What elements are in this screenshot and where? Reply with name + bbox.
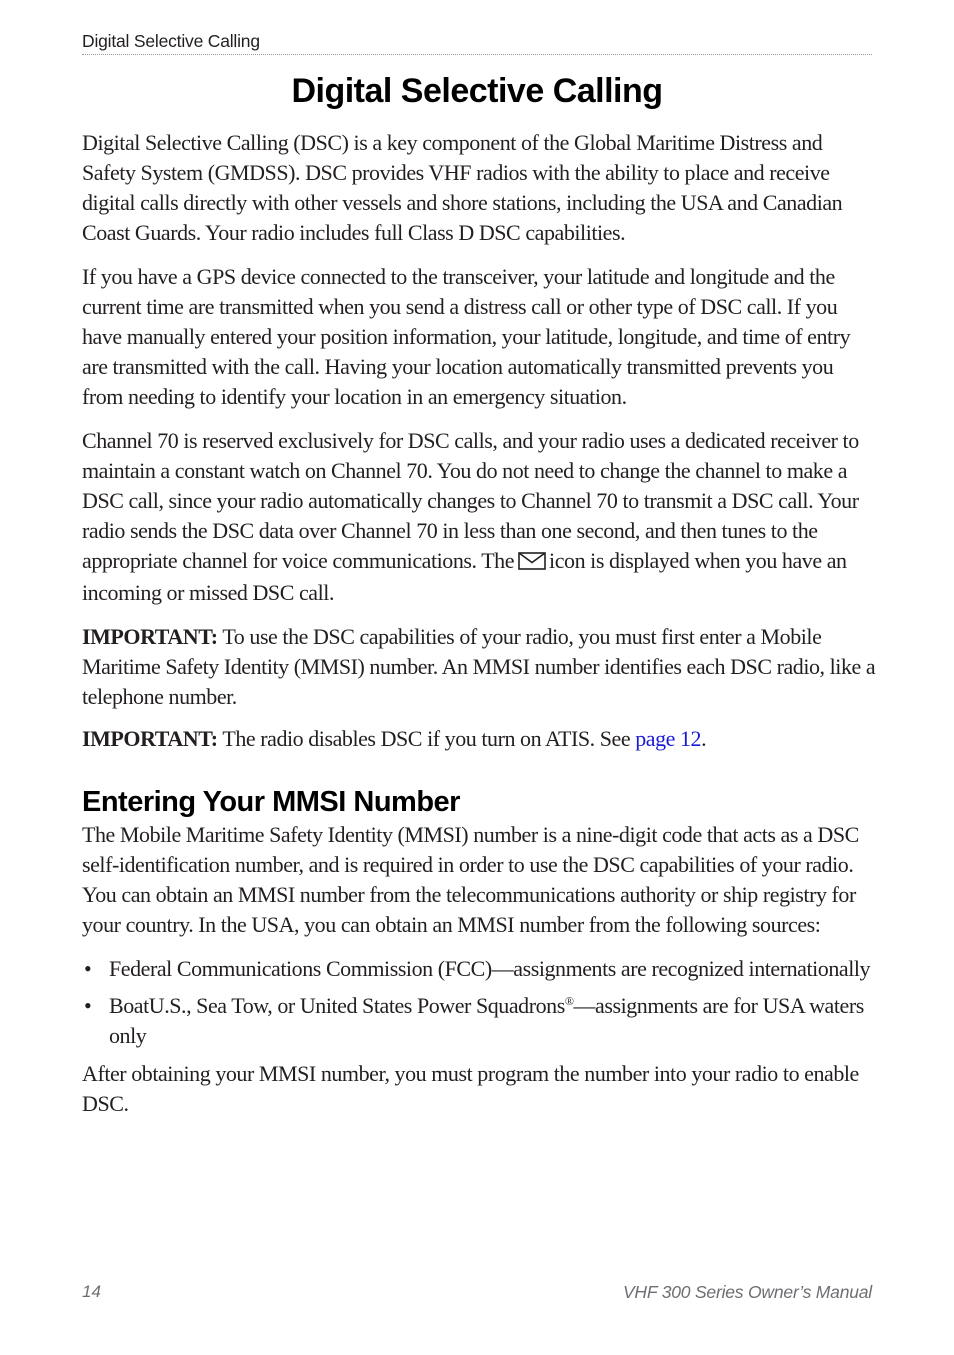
page-number: 14 — [82, 1282, 101, 1301]
section-heading-mmsi: Entering Your MMSI Number — [82, 786, 460, 818]
envelope-icon — [518, 548, 546, 578]
important-text: To use the DSC capabilities of your radio, you must first enter a Mobile Maritime Safety Identity (MMSI) number. An MMSI number identifies each DSC radio, like a telephone number. — [82, 624, 876, 709]
list-item-text: BoatU.S., Sea Tow, or United States Power Squadrons — [109, 993, 565, 1018]
page-title: Digital Selective Calling — [291, 72, 663, 110]
list-item-text: Federal Communications Commission (FCC)—assignments are recognized internationally — [109, 956, 871, 981]
important-note-atis — [82, 724, 877, 754]
important-note-mmsi — [82, 622, 877, 712]
important-label: IMPORTANT: — [82, 624, 218, 649]
intro-paragraph-3 — [82, 426, 877, 608]
mmsi-paragraph-1: The Mobile Maritime Safety Identity (MMSI) number is a nine-digit code that acts as a DSC self-identification number, and is required in order to use the DSC capabilities of your radio. You can obtain an MMSI number from the telecommunications authority or ship registry for your country. In the USA, you can obtain an MMSI number from the following sources: — [82, 822, 859, 937]
bullet-icon: • — [84, 956, 92, 981]
header-divider — [82, 54, 872, 55]
running-header: Digital Selective Calling — [82, 31, 260, 51]
paragraph-text: Channel 70 is reserved exclusively for DSC calls, and your radio uses a dedicated receiver to maintain a constant watch on Channel 70. You do not need to change the channel to make a DSC call, since your radio automatically changes to Channel 70 to transmit a DSC call. Your radio sends the DSC data over Channel 70 in less than one second, and then tunes to the appropriate channel for voice communications. The — [82, 428, 859, 573]
important-label: IMPORTANT: — [82, 726, 218, 751]
list-item-text: —assignments are for USA waters only — [109, 993, 864, 1048]
intro-paragraph-2: If you have a GPS device connected to the transceiver, your latitude and longitude and the current time are transmitted when you send a distress call or other type of DSC call. If you have manually entered your position information, your latitude, longitude, and time of entry are transmitted with the call. Having your location automatically transmitted prevents you from needing to identify your location in an emergency situation. — [82, 264, 851, 409]
manual-title: VHF 300 Series Owner’s Manual — [622, 1282, 872, 1302]
important-text: The radio disables DSC if you turn on ATIS. See — [222, 726, 631, 751]
mmsi-sources-list — [82, 954, 877, 1051]
page-body — [82, 128, 877, 1133]
page-12-link[interactable]: page 12 — [635, 726, 702, 751]
list-item — [82, 991, 877, 1051]
paragraph-text: icon is displayed when you have an incoming or missed DSC call. — [82, 548, 847, 605]
bullet-icon: • — [84, 993, 92, 1018]
list-item — [82, 954, 877, 984]
intro-paragraph-1: Digital Selective Calling (DSC) is a key component of the Global Maritime Distress and Safety System (GMDSS). DSC provides VHF radios with the ability to place and receive digital calls directly with other vessels and shore stations, including the USA and Canadian Coast Guards. Your radio includes full Class D DSC capabilities. — [82, 130, 843, 245]
important-end: . — [701, 726, 707, 751]
mmsi-paragraph-2: After obtaining your MMSI number, you must program the number into your radio to enable DSC. — [82, 1061, 859, 1116]
registered-mark: ® — [564, 994, 574, 1008]
